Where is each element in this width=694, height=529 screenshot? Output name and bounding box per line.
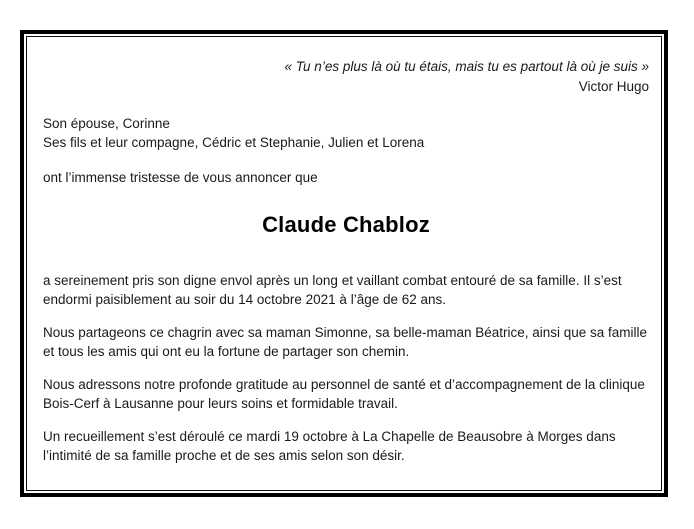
deceased-name: Claude Chabloz <box>262 212 430 237</box>
paragraph-gratitude: Nous adressons notre profonde gratitude au personnel de santé et d’accompagnement de la clinique Bois-Cerf à Lausanne pour leurs soins et formidable travail. <box>43 377 645 411</box>
family-members-block <box>43 114 649 152</box>
paragraph-passing: a sereinement pris son digne envol après un long et vaillant combat entouré de sa famille. Il s’est endormi paisiblement au soir du 14 octobre 2021 à l’âge de 62 ans. <box>43 273 622 307</box>
quote-author: Victor Hugo <box>578 79 649 94</box>
announcement-line: ont l’immense tristesse de vous annoncer que <box>43 170 318 185</box>
family-line-children: Ses fils et leur compagne, Cédric et Stephanie, Julien et Lorena <box>43 135 425 150</box>
paragraph-grief-shared: Nous partageons ce chagrin avec sa maman Simonne, sa belle-maman Béatrice, ainsi que sa famille et tous les amis qui ont eu la fortune de partager son chemin. <box>43 325 648 359</box>
obituary-body <box>43 271 649 465</box>
obituary-content <box>26 36 662 491</box>
memorial-quote: « Tu n’es plus là où tu étais, mais tu es partout là où je suis » <box>284 59 649 74</box>
decorative-double-border-frame <box>20 30 668 497</box>
paragraph-service: Un recueillement s’est déroulé ce mardi 19 octobre à La Chapelle de Beausobre à Morges dans l’intimité de sa famille proche et de ses amis selon son désir. <box>43 429 616 463</box>
family-line-spouse: Son épouse, Corinne <box>43 116 170 131</box>
